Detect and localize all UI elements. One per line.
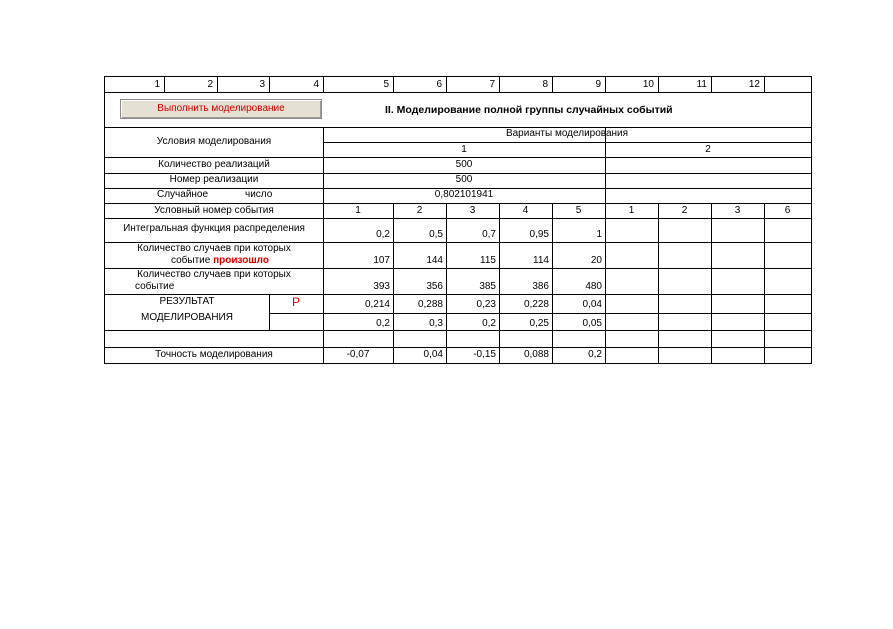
event-number: 5 — [575, 205, 582, 216]
cdf-value[interactable]: 0,95 — [529, 229, 549, 240]
cdf-value[interactable]: 0,2 — [376, 229, 390, 240]
cdf-value[interactable]: 1 — [596, 229, 602, 240]
accuracy-value: 0,04 — [423, 349, 443, 360]
random-number-label-a: Случайное — [157, 189, 209, 200]
accuracy-value: -0,15 — [473, 349, 496, 360]
grid-line — [105, 330, 811, 331]
event-number: 4 — [522, 205, 529, 216]
run-simulation-button[interactable]: Выполнить моделирование — [120, 99, 322, 119]
grid-line — [105, 347, 811, 348]
result-value: 0,288 — [417, 299, 443, 310]
result-label-line2: МОДЕЛИРОВАНИЯ — [141, 312, 233, 323]
theoretical-value: 0,2 — [482, 318, 496, 329]
column-number: 6 — [436, 79, 442, 90]
grid-line — [269, 313, 811, 314]
column-number: 11 — [696, 79, 707, 90]
theoretical-value: 0,2 — [376, 318, 390, 329]
occurred-label-highlight: произошло — [213, 255, 270, 266]
variant-1-label: 1 — [461, 144, 467, 155]
column-number: 10 — [642, 79, 654, 90]
grid-line — [105, 92, 811, 93]
column-number: 5 — [383, 79, 389, 90]
accuracy-label: Точность моделирования — [155, 349, 273, 360]
grid-line — [323, 142, 811, 143]
theoretical-value: 0,25 — [529, 318, 549, 329]
grid-line — [105, 294, 811, 295]
column-number: 2 — [207, 79, 213, 90]
occurred-value: 144 — [426, 255, 443, 266]
column-number: 7 — [489, 79, 495, 90]
grid-line — [605, 127, 606, 363]
result-value: 0,04 — [582, 299, 602, 310]
p-label: P — [291, 295, 300, 309]
not-occurred-value: 386 — [532, 281, 549, 292]
column-number: 9 — [595, 79, 601, 90]
not-occurred-value: 480 — [585, 281, 602, 292]
event-number: 1 — [355, 205, 361, 216]
not-occurred-label-line1: Количество случаев при которых — [137, 269, 291, 280]
result-value: 0,228 — [523, 299, 549, 310]
conditions-label: Условия моделирования — [156, 136, 272, 147]
not-occurred-label-line2: событие — [135, 281, 175, 292]
grid-line — [711, 203, 712, 363]
column-number: 1 — [154, 79, 160, 90]
column-number: 12 — [748, 79, 760, 90]
occurred-value: 107 — [373, 255, 390, 266]
accuracy-value: 0,088 — [523, 349, 549, 360]
grid-line — [658, 203, 659, 363]
accuracy-value: 0,2 — [588, 349, 602, 360]
column-number: 3 — [259, 79, 265, 90]
variants-label: Варианты моделирования — [505, 128, 629, 139]
cdf-value[interactable]: 0,5 — [429, 229, 443, 240]
event-number: 2 — [416, 205, 423, 216]
grid-line — [105, 157, 811, 158]
not-occurred-value: 393 — [373, 281, 390, 292]
occurred-value: 115 — [480, 255, 496, 266]
page-title: II. Моделирование полной группы случайных событий — [385, 104, 673, 116]
column-number: 8 — [542, 79, 548, 90]
random-number-value: 0,802101941 — [434, 189, 494, 200]
occurred-label-line2 — [171, 255, 269, 267]
not-occurred-value: 356 — [426, 281, 443, 292]
spreadsheet — [104, 76, 812, 364]
event-number: 6 — [784, 205, 791, 216]
accuracy-value: -0,07 — [346, 349, 370, 360]
event-number: 1 — [628, 205, 635, 216]
column-number: 4 — [313, 79, 319, 90]
grid-line — [105, 218, 811, 219]
occurred-label-line1: Количество случаев при которых — [137, 243, 291, 254]
theoretical-value: 0,3 — [429, 318, 443, 329]
result-label-line1: РЕЗУЛЬТАТ — [159, 296, 215, 307]
occurred-value: 20 — [590, 255, 602, 266]
realization-number-label: Номер реализации — [169, 174, 259, 185]
cdf-label: Интегральная функция распределения — [123, 223, 305, 234]
random-number-label-b: число — [245, 189, 273, 200]
variant-2-label: 2 — [705, 144, 711, 155]
grid-line — [764, 77, 765, 92]
event-number: 2 — [681, 205, 688, 216]
grid-line — [105, 203, 811, 204]
realizations-value[interactable]: 500 — [455, 159, 473, 170]
realization-number-value: 500 — [455, 174, 473, 185]
event-number: 3 — [734, 205, 741, 216]
not-occurred-value: 385 — [479, 281, 496, 292]
event-number-label: Условный номер события — [154, 205, 274, 216]
result-value: 0,214 — [364, 299, 390, 310]
cdf-value[interactable]: 0,7 — [482, 229, 496, 240]
result-value: 0,23 — [476, 299, 496, 310]
occurred-value: 114 — [533, 255, 549, 266]
grid-line — [764, 203, 765, 363]
theoretical-value: 0,05 — [582, 318, 602, 329]
occurred-label-word: событие — [171, 255, 211, 266]
realizations-label: Количество реализаций — [158, 159, 270, 170]
event-number: 3 — [469, 205, 476, 216]
